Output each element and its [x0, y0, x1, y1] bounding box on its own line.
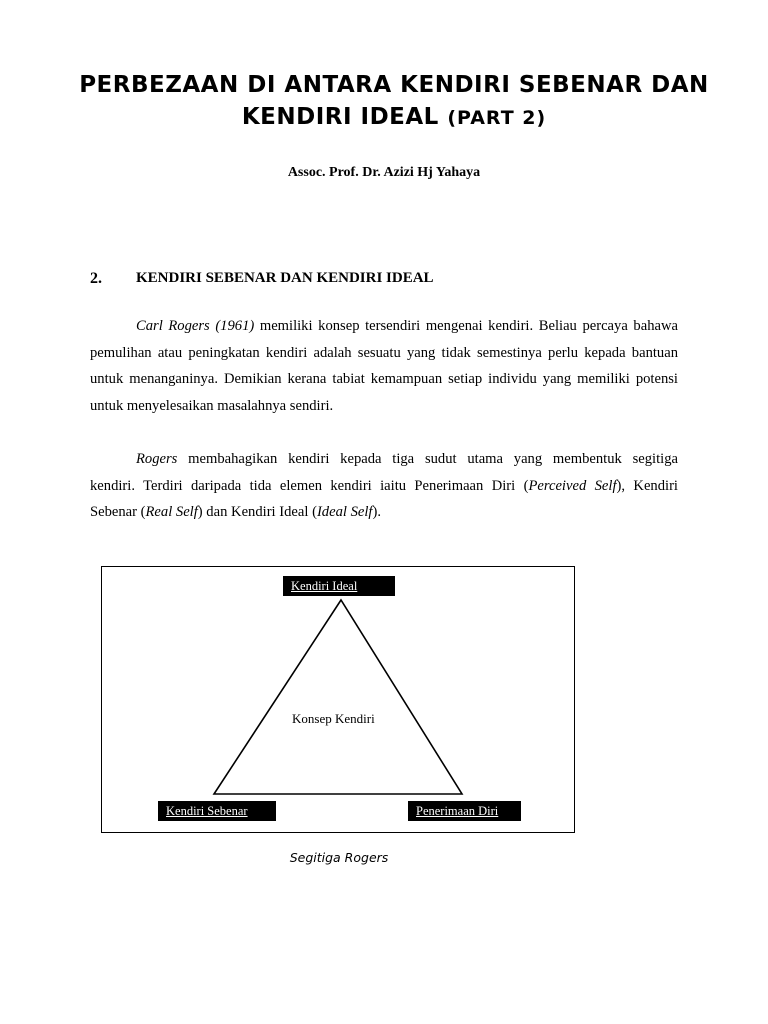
label-penerimaan-diri: Penerimaan Diri	[408, 801, 521, 821]
triangle-shape	[214, 600, 462, 794]
title-text-2: KENDIRI IDEAL	[241, 104, 439, 130]
document-title-line2	[60, 100, 728, 135]
author: Assoc. Prof. Dr. Azizi Hj Yahaya	[287, 165, 481, 180]
title-part: (PART 2)	[447, 107, 547, 129]
label-konsep-kendiri: Konsep Kendiri	[292, 711, 375, 726]
paragraph-1-line-4: untuk menyelesaikan masalahnya sendiri.	[90, 397, 334, 414]
paragraph-1-line-2: pemulihan atau peningkatan kendiri adalah sesuatu yang tidak semestinya perlu kepada bantuan	[90, 344, 678, 361]
rogers-name: Rogers	[136, 451, 178, 467]
perceived-self-term: Perceived Self	[528, 477, 617, 494]
triangle-svg	[102, 567, 576, 834]
paragraph-2	[90, 446, 678, 526]
paragraph-2-line-2: kendiri. Terdiri daripada tida elemen kendiri iaitu Penerimaan Diri (Perceived Self), Kendiri	[90, 477, 678, 494]
paragraph-1	[90, 313, 678, 419]
citation: Carl Rogers (1961)	[136, 318, 255, 334]
real-self-term: Real Self	[145, 504, 198, 520]
ideal-self-term: Ideal Self	[316, 504, 373, 520]
rogers-triangle-diagram	[101, 566, 575, 833]
paragraph-1-line-3: untuk menanganinya. Demikian kerana tabiat kemampuan setiap individu yang memiliki potensi	[90, 371, 678, 387]
label-kendiri-ideal: Kendiri Ideal	[283, 576, 395, 596]
section-number: 2.	[90, 270, 102, 287]
figure-caption: Segitiga Rogers	[289, 850, 389, 865]
paragraph-2-line-1: Rogers membahagikan kendiri kepada tiga sudut utama yang membentuk segitiga	[136, 451, 678, 467]
document-title-line1	[60, 68, 728, 102]
paragraph-2-line-3: Sebenar (Real Self) dan Kendiri Ideal (Ideal Self).	[90, 504, 381, 520]
title-text-1: PERBEZAAN DI ANTARA KENDIRI SEBENAR DAN	[79, 72, 709, 98]
label-kendiri-sebenar: Kendiri Sebenar	[158, 801, 276, 821]
paragraph-1-line-1: Carl Rogers (1961) memiliki konsep tersendiri mengenai kendiri. Beliau percaya bahawa	[136, 318, 678, 334]
section-title: KENDIRI SEBENAR DAN KENDIRI IDEAL	[136, 270, 434, 286]
